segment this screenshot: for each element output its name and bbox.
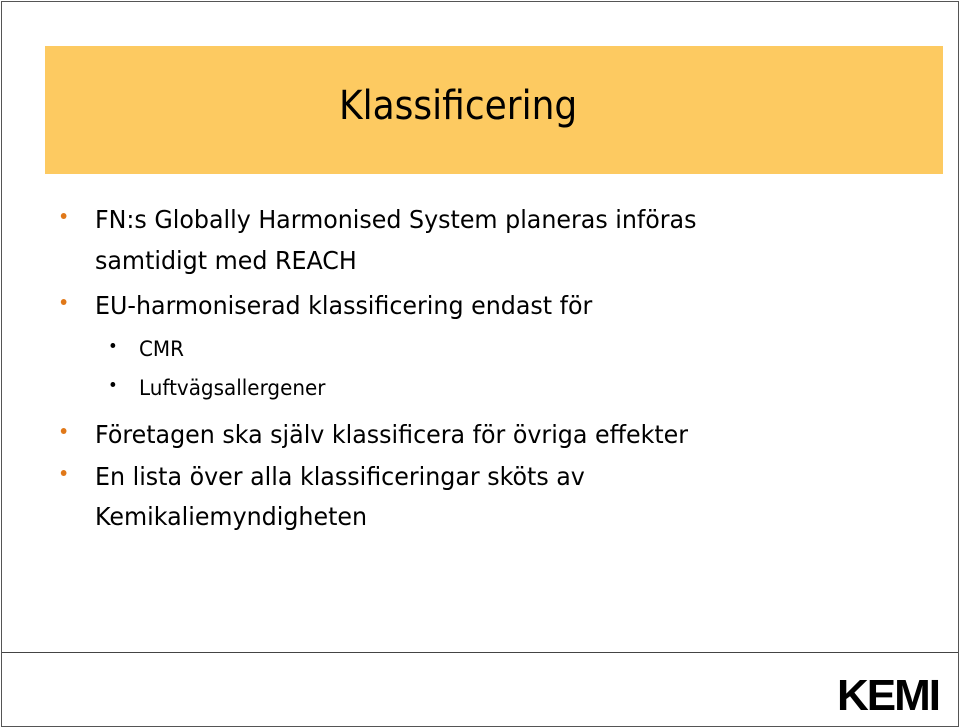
kemi-logo-text: KEMI bbox=[837, 671, 939, 718]
footer-divider bbox=[2, 652, 958, 653]
bullet-item bbox=[95, 201, 696, 239]
slide-title: Klassificering bbox=[339, 83, 578, 129]
title-banner bbox=[45, 46, 943, 174]
bullet-item bbox=[95, 416, 688, 454]
bullet-text: Företagen ska själv klassificera för övriga effekter bbox=[95, 420, 689, 449]
sub-bullet-text: Luftvägsallergener bbox=[139, 376, 326, 400]
bullet-item bbox=[95, 458, 585, 496]
sub-bullet-text: CMR bbox=[139, 337, 185, 361]
bullet-text: samtidigt med REACH bbox=[95, 246, 357, 275]
sub-bullet-dot-icon bbox=[111, 343, 116, 348]
sub-bullet-item bbox=[139, 333, 184, 365]
bullet-item bbox=[95, 287, 592, 325]
bullet-text: En lista över alla klassificeringar sköts av bbox=[95, 462, 585, 491]
bullet-text: Kemikaliemyndigheten bbox=[95, 502, 368, 531]
bullet-dot-icon bbox=[61, 213, 67, 219]
bullet-dot-icon bbox=[61, 299, 67, 305]
slide bbox=[1, 1, 959, 727]
kemi-logo bbox=[837, 670, 949, 718]
bullet-continuation bbox=[95, 498, 367, 536]
sub-bullet-dot-icon bbox=[111, 382, 116, 387]
sub-bullet-item bbox=[139, 372, 325, 404]
bullet-text: FN:s Globally Harmonised System planeras införas bbox=[95, 205, 697, 234]
bullet-text: EU-harmoniserad klassificering endast för bbox=[95, 291, 593, 320]
bullet-continuation bbox=[95, 242, 357, 280]
bullet-dot-icon bbox=[61, 470, 67, 476]
bullet-dot-icon bbox=[61, 428, 67, 434]
